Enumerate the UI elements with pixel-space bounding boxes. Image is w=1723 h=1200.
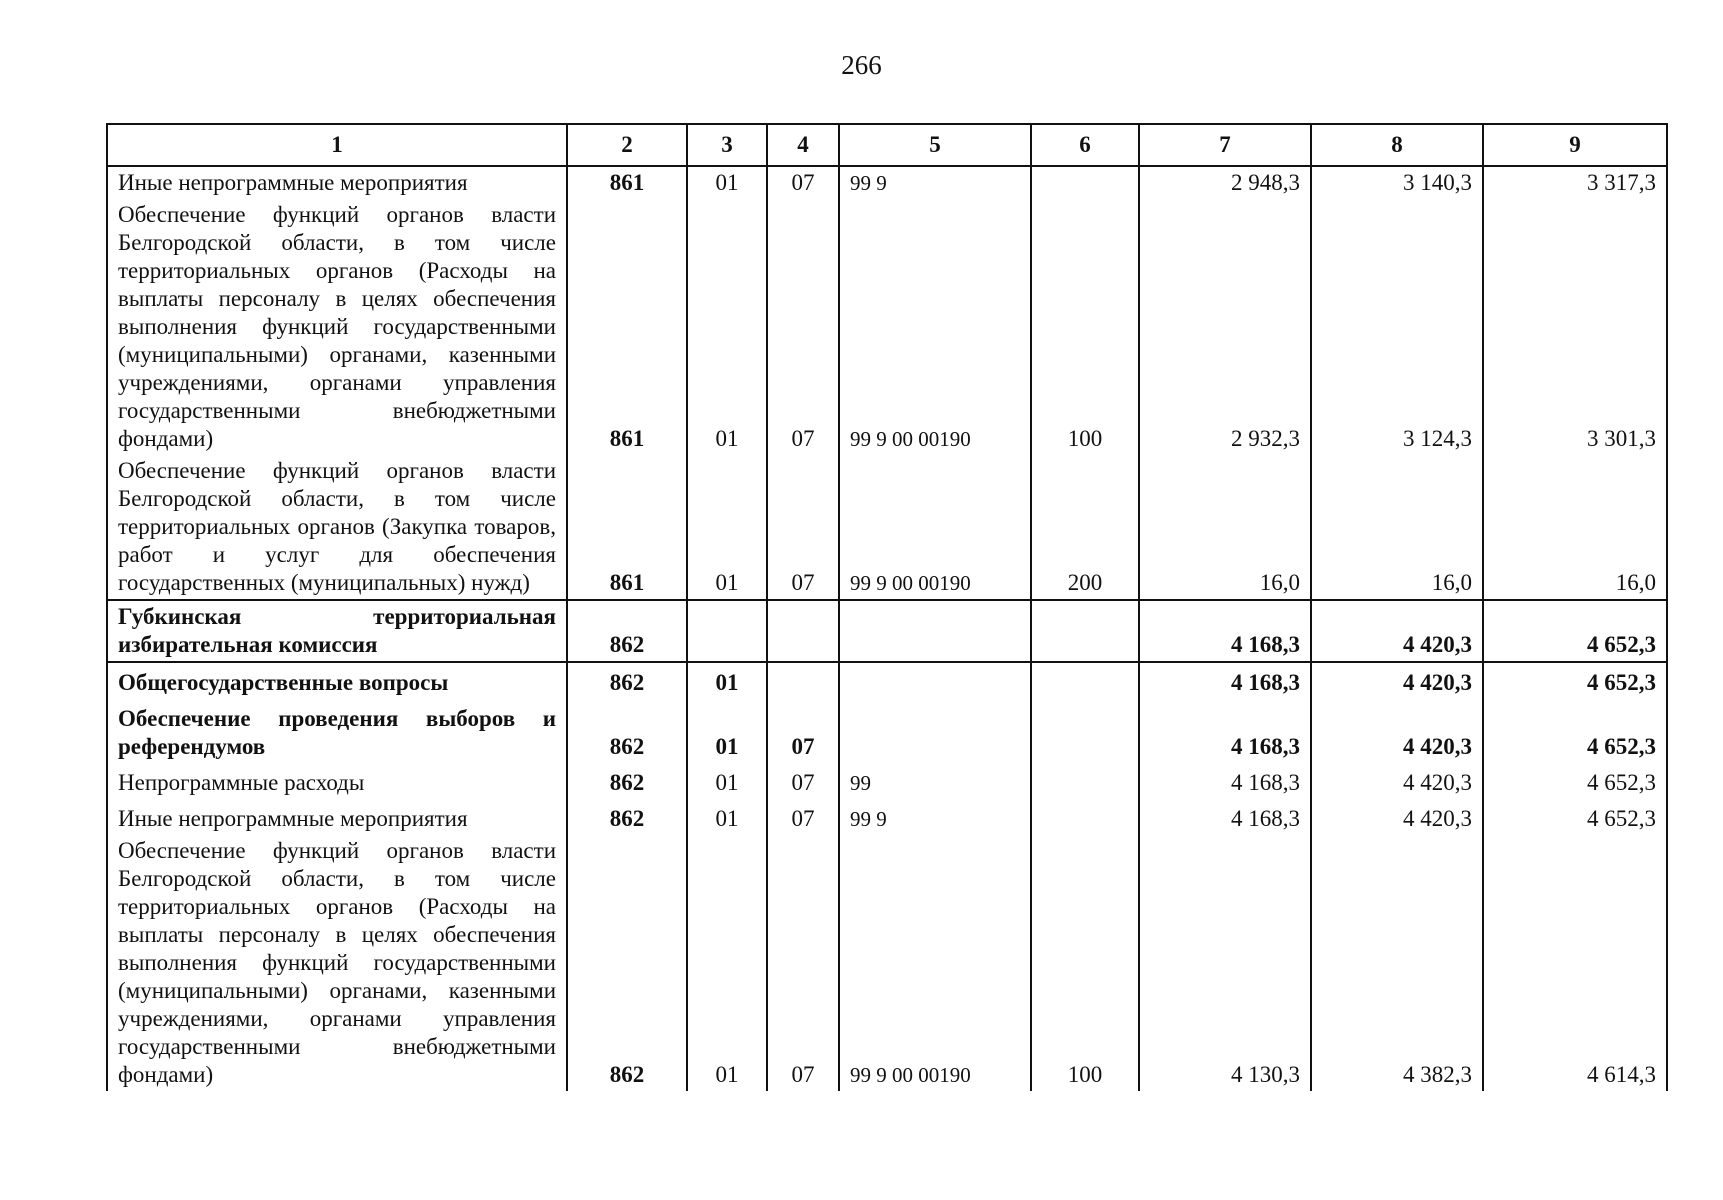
col-header-6: 6 (1031, 124, 1139, 166)
row-description: Непрограммные расходы (107, 763, 567, 799)
row-code-subsection (767, 662, 839, 699)
col-header-4: 4 (767, 124, 839, 166)
row-code-target (839, 600, 1031, 662)
row-amount-8: 4 420,3 (1311, 662, 1483, 699)
col-header-3: 3 (687, 124, 767, 166)
col-header-9: 9 (1483, 124, 1667, 166)
table-row (107, 600, 1667, 662)
row-amount-9: 4 652,3 (1483, 699, 1667, 763)
col-header-7: 7 (1139, 124, 1311, 166)
row-code-section: 01 (687, 835, 767, 1091)
row-amount-8: 4 420,3 (1311, 763, 1483, 799)
row-code-target: 99 9 00 00190 (839, 455, 1031, 600)
row-amount-7: 4 168,3 (1139, 799, 1311, 835)
row-code-type: 100 (1031, 199, 1139, 455)
col-header-2: 2 (567, 124, 687, 166)
row-code-type (1031, 166, 1139, 199)
row-code-section: 01 (687, 199, 767, 455)
row-code-type (1031, 600, 1139, 662)
row-code-subsection (767, 600, 839, 662)
row-code-type (1031, 662, 1139, 699)
row-code-section: 01 (687, 799, 767, 835)
row-code-admin: 861 (567, 166, 687, 199)
row-code-admin: 862 (567, 763, 687, 799)
row-amount-9: 4 652,3 (1483, 600, 1667, 662)
row-code-type (1031, 763, 1139, 799)
row-code-subsection: 07 (767, 455, 839, 600)
row-amount-8: 4 420,3 (1311, 600, 1483, 662)
row-amount-7: 4 168,3 (1139, 763, 1311, 799)
row-amount-8: 3 124,3 (1311, 199, 1483, 455)
row-amount-9: 4 652,3 (1483, 763, 1667, 799)
row-code-target: 99 9 00 00190 (839, 199, 1031, 455)
row-code-subsection: 07 (767, 699, 839, 763)
row-code-admin: 861 (567, 199, 687, 455)
table-row (107, 763, 1667, 799)
row-code-admin: 862 (567, 600, 687, 662)
row-description: Обеспечение функций органов власти Белгородской области, в том числе территориальных органов (Расходы на выплаты персоналу в целях обеспечения выполнения функций государственными (муниципальными) органами, казенными учреждениями, органами управления государственными внебюджетными фондами) (107, 835, 567, 1091)
row-code-target: 99 9 (839, 166, 1031, 199)
row-code-subsection: 07 (767, 166, 839, 199)
row-code-target (839, 699, 1031, 763)
row-code-section (687, 600, 767, 662)
row-code-subsection: 07 (767, 799, 839, 835)
row-code-target: 99 9 00 00190 (839, 835, 1031, 1091)
table-row (107, 835, 1667, 1091)
row-amount-8: 4 420,3 (1311, 699, 1483, 763)
row-description: Обеспечение функций органов власти Белгородской области, в том числе территориальных органов (Расходы на выплаты персоналу в целях обеспечения выполнения функций государственными (муниципальными) органами, казенными учреждениями, органами управления государственными внебюджетными фондами) (107, 199, 567, 455)
table-row (107, 166, 1667, 199)
row-description: Обеспечение функций органов власти Белгородской области, в том числе территориальных органов (Закупка товаров, работ и услуг для обеспечения государственных (муниципальных) нужд) (107, 455, 567, 600)
row-code-admin: 861 (567, 455, 687, 600)
row-code-target (839, 662, 1031, 699)
page-number: 266 (841, 50, 882, 80)
row-amount-8: 4 420,3 (1311, 799, 1483, 835)
row-code-subsection: 07 (767, 763, 839, 799)
budget-table (106, 123, 1668, 1091)
row-code-section: 01 (687, 699, 767, 763)
row-amount-7: 4 130,3 (1139, 835, 1311, 1091)
row-code-admin: 862 (567, 662, 687, 699)
row-amount-7: 2 932,3 (1139, 199, 1311, 455)
row-amount-8: 4 382,3 (1311, 835, 1483, 1091)
row-amount-9: 4 652,3 (1483, 662, 1667, 699)
table-row (107, 455, 1667, 600)
row-code-subsection: 07 (767, 199, 839, 455)
row-description: Обеспечение проведения выборов и референдумов (107, 699, 567, 763)
row-description: Иные непрограммные мероприятия (107, 166, 567, 199)
table-row (107, 199, 1667, 455)
table-row (107, 799, 1667, 835)
row-amount-7: 4 168,3 (1139, 662, 1311, 699)
row-amount-9: 3 301,3 (1483, 199, 1667, 455)
row-code-type (1031, 699, 1139, 763)
row-code-section: 01 (687, 662, 767, 699)
row-amount-8: 16,0 (1311, 455, 1483, 600)
row-description: Губкинская территориальная избирательная комиссия (107, 600, 567, 662)
row-amount-9: 4 614,3 (1483, 835, 1667, 1091)
row-amount-9: 3 317,3 (1483, 166, 1667, 199)
row-amount-9: 16,0 (1483, 455, 1667, 600)
row-amount-8: 3 140,3 (1311, 166, 1483, 199)
row-amount-7: 16,0 (1139, 455, 1311, 600)
row-code-type (1031, 799, 1139, 835)
row-description: Иные непрограммные мероприятия (107, 799, 567, 835)
row-code-target: 99 9 (839, 799, 1031, 835)
row-code-admin: 862 (567, 835, 687, 1091)
table-row (107, 699, 1667, 763)
row-code-section: 01 (687, 763, 767, 799)
col-header-8: 8 (1311, 124, 1483, 166)
row-code-section: 01 (687, 455, 767, 600)
row-code-target: 99 (839, 763, 1031, 799)
row-code-section: 01 (687, 166, 767, 199)
row-code-type: 100 (1031, 835, 1139, 1091)
table-body (107, 166, 1667, 1091)
row-amount-7: 4 168,3 (1139, 600, 1311, 662)
header-row (107, 124, 1667, 166)
row-code-subsection: 07 (767, 835, 839, 1091)
row-description: Общегосударственные вопросы (107, 662, 567, 699)
row-amount-7: 2 948,3 (1139, 166, 1311, 199)
row-amount-9: 4 652,3 (1483, 799, 1667, 835)
row-code-admin: 862 (567, 799, 687, 835)
row-amount-7: 4 168,3 (1139, 699, 1311, 763)
row-code-type: 200 (1031, 455, 1139, 600)
table-row (107, 662, 1667, 699)
col-header-5: 5 (839, 124, 1031, 166)
col-header-1: 1 (107, 124, 567, 166)
row-code-admin: 862 (567, 699, 687, 763)
